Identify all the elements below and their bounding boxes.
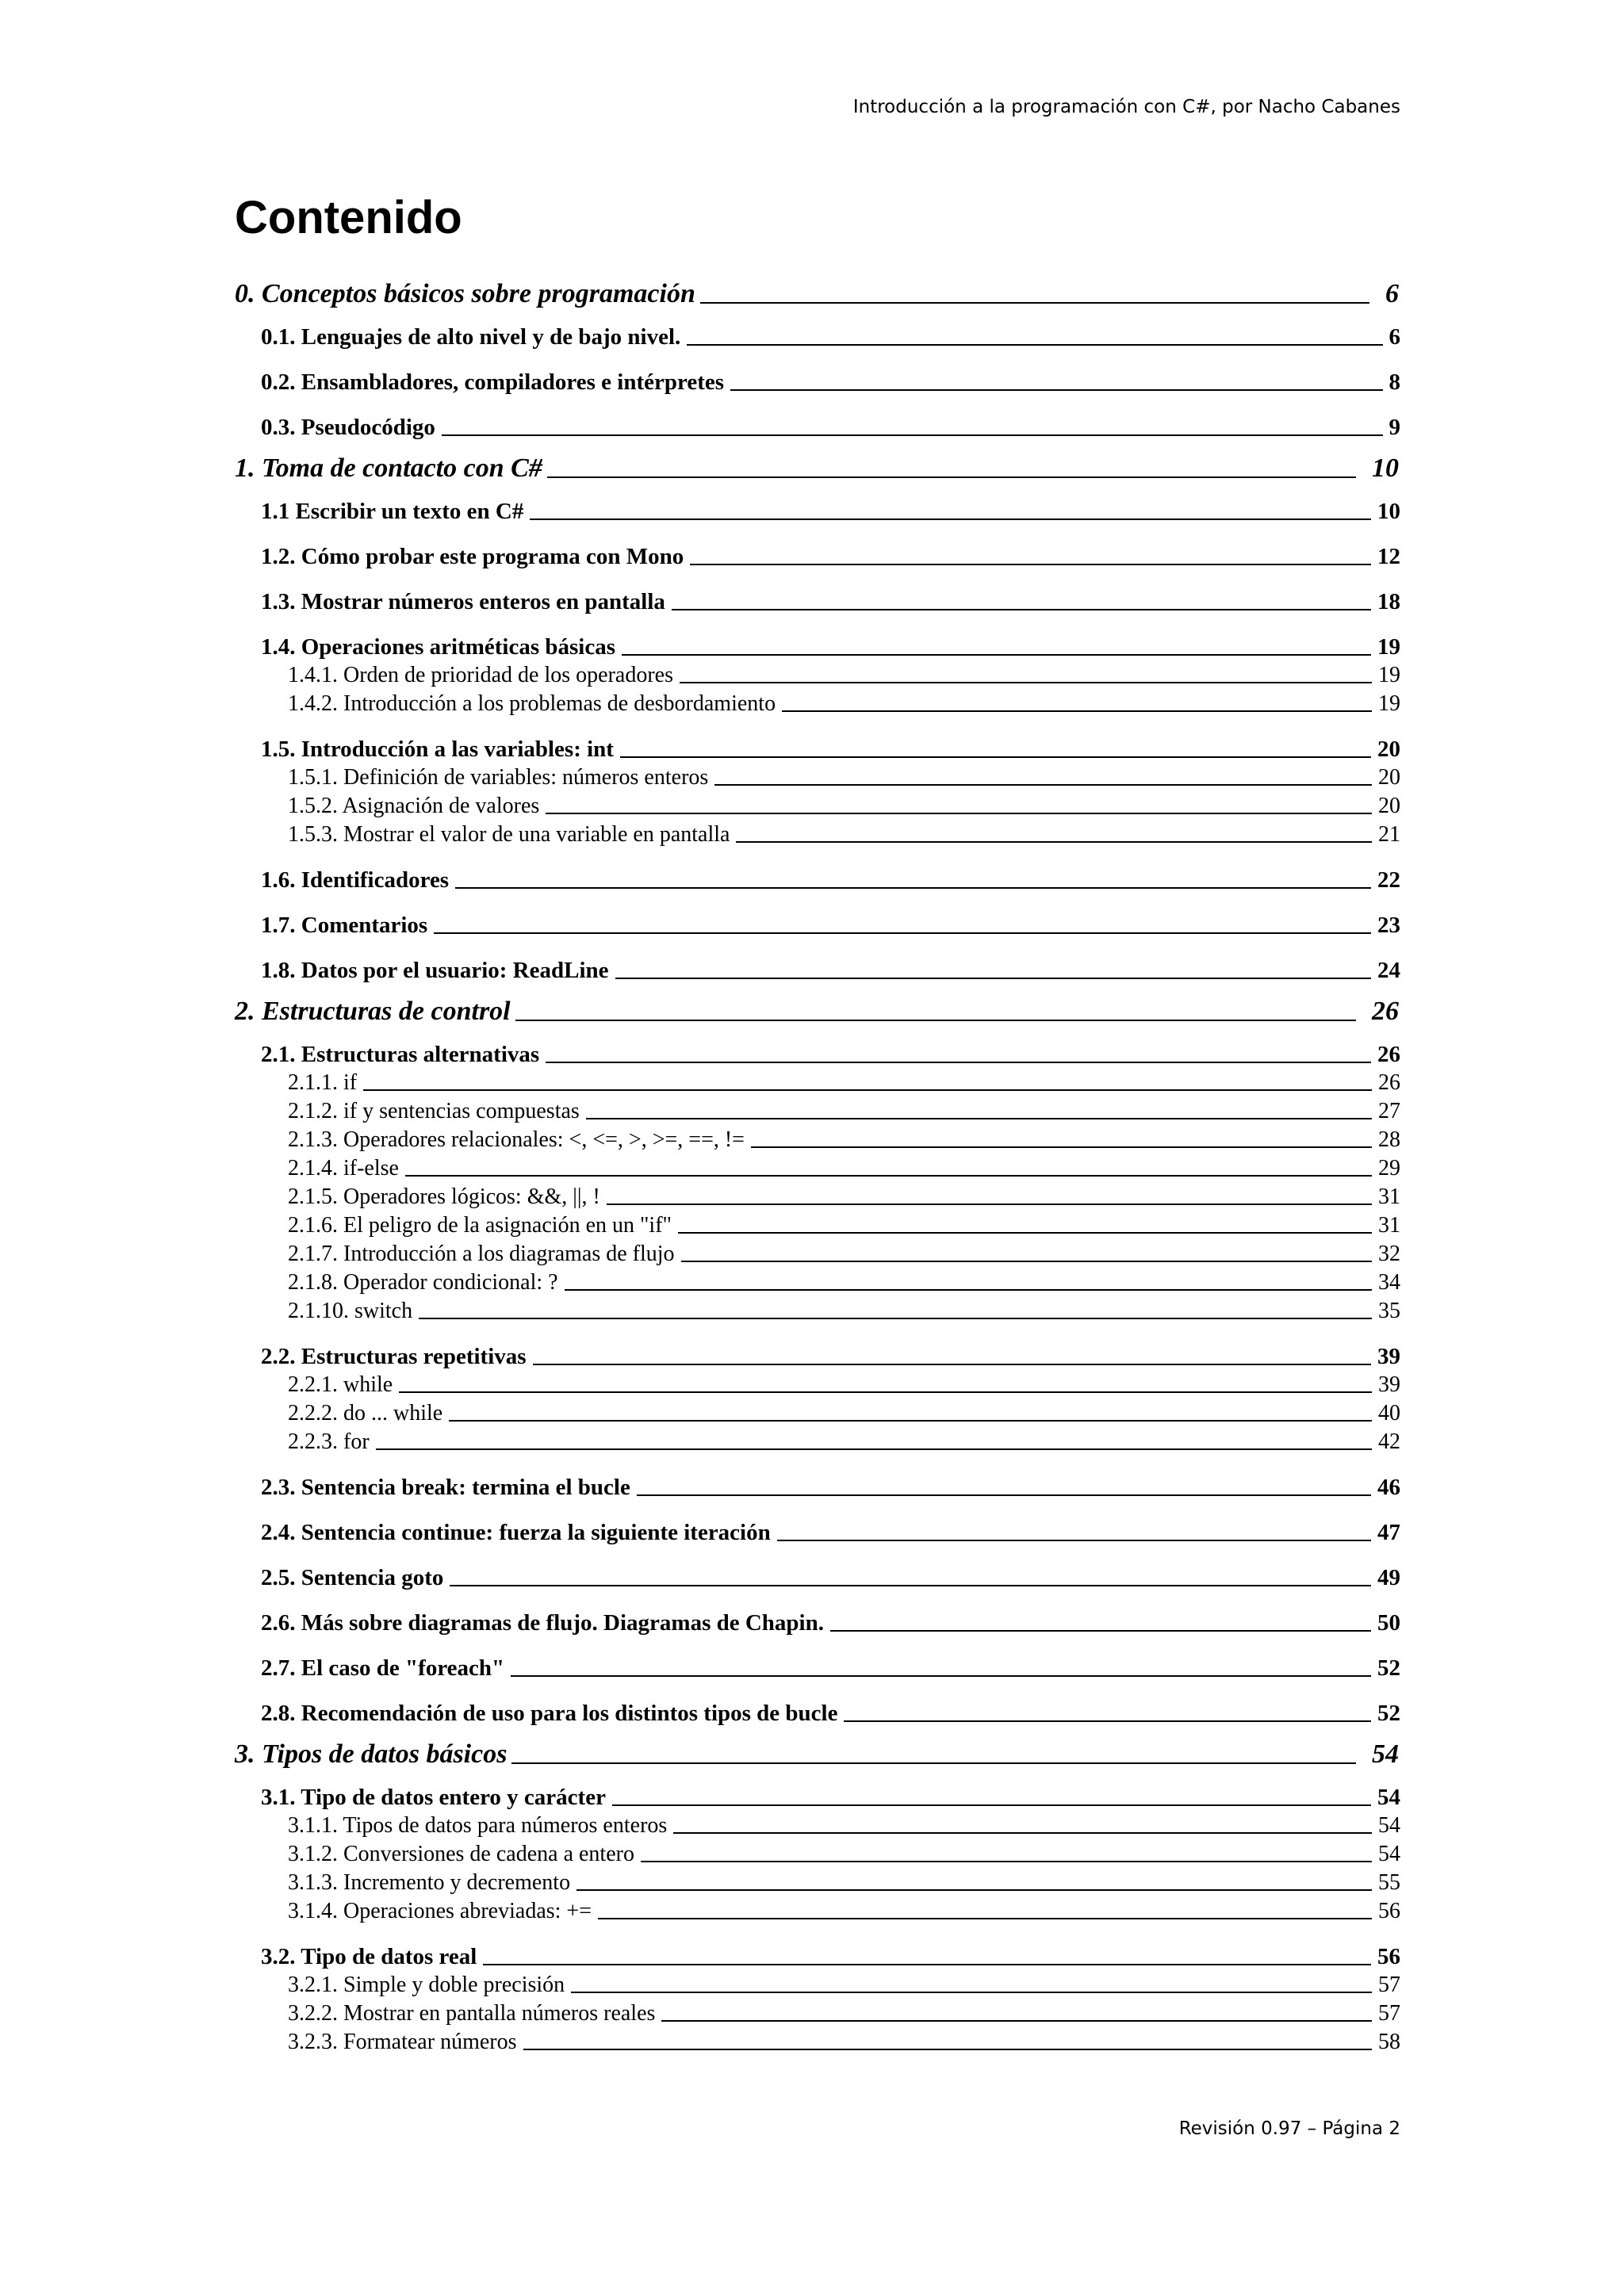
toc-entry-page-number: 32 [1378,1242,1400,1266]
toc-leader-line [673,1832,1372,1834]
toc-leader-line [571,1992,1372,1993]
page-title: Contenido [235,192,462,243]
toc-entry-label: 1.8. Datos por el usuario: ReadLine [261,958,609,983]
toc-entry-label: 2.6. Más sobre diagramas de flujo. Diagramas de Chapin. [261,1610,824,1636]
toc-entry-label: 3.1.2. Conversiones de cadena a entero [288,1842,634,1866]
toc-leader-line [681,1261,1372,1262]
toc-entry[interactable] [235,1897,1400,1926]
toc-leader-line [830,1630,1371,1632]
toc-leader-line [547,476,1356,478]
toc-entry[interactable] [235,453,1400,484]
toc-entry-label: 0.2. Ensambladores, compiladores e intérpretes [261,369,725,395]
toc-entry[interactable] [235,1040,1400,1069]
toc-entry-label: 3.2.2. Mostrar en pantalla números reales [288,2001,656,2026]
toc-leader-line [376,1448,1372,1450]
toc-entry-label: 1.4.2. Introducción a los problemas de desbordamiento [288,691,776,716]
toc-entry-label: 1.3. Mostrar números enteros en pantalla [261,589,665,614]
toc-leader-line [483,1964,1371,1965]
toc-entry-page-number: 54 [1378,1842,1400,1866]
toc-entry[interactable] [235,866,1400,894]
toc-leader-line [730,389,1382,391]
toc-entry[interactable] [235,1183,1400,1211]
toc-entry-page-number: 9 [1388,415,1400,440]
toc-entry-label: 1.6. Identificadores [261,867,450,893]
toc-entry[interactable] [235,1783,1400,1812]
toc-entry[interactable] [235,1609,1400,1637]
toc-entry-page-number: 21 [1378,822,1400,847]
toc-entry-label: 1.2. Cómo probar este programa con Mono [261,544,684,569]
toc-entry-page-number: 56 [1377,1944,1400,1969]
toc-entry[interactable] [235,1269,1400,1297]
toc-entry[interactable] [235,633,1400,661]
toc-entry-page-number: 54 [1378,1813,1400,1838]
toc-entry[interactable] [235,1069,1400,1097]
toc-entry-page-number: 55 [1378,1870,1400,1895]
toc-leader-line [511,1675,1371,1677]
toc-entry[interactable] [235,413,1400,442]
toc-entry[interactable] [235,690,1400,718]
toc-entry-label: 2.2. Estructuras repetitivas [261,1344,527,1369]
toc-entry-label: 0.1. Lenguajes de alto nivel y de bajo nivel. [261,324,681,350]
toc-leader-line [533,1364,1371,1365]
toc-entry-label: 3.1.3. Incremento y decremento [288,1870,571,1895]
toc-leader-line [844,1720,1371,1722]
toc-leader-line [612,1804,1371,1806]
toc-entry-label: 0.3. Pseudocódigo [261,415,435,440]
toc-leader-line [434,932,1371,934]
toc-entry[interactable] [235,1154,1400,1183]
toc-entry-label: 2.1.8. Operador condicional: ? [288,1270,558,1295]
toc-entry[interactable] [235,1097,1400,1126]
toc-entry[interactable] [235,821,1400,849]
toc-entry[interactable] [235,1654,1400,1682]
toc-entry-label: 2.1.2. if y sentencias compuestas [288,1099,580,1123]
toc-entry-label: 3.2.1. Simple y doble precisión [288,1973,565,1997]
toc-entry[interactable] [235,1869,1400,1897]
toc-entry[interactable] [235,1840,1400,1869]
toc-entry-page-number: 40 [1378,1401,1400,1425]
toc-leader-line [615,978,1371,979]
toc-entry-page-number: 8 [1388,369,1400,395]
toc-leader-line [565,1289,1372,1291]
toc-entry-label: 1.1 Escribir un texto en C# [261,499,524,524]
toc-entry-label: 1.5. Introducción a las variables: int [261,737,614,762]
toc-entry-page-number: 28 [1378,1127,1400,1152]
toc-entry-page-number: 52 [1377,1701,1400,1726]
toc-leader-line [637,1494,1371,1496]
toc-entry-label: 2.1.10. switch [288,1299,413,1323]
toc-entry-page-number: 57 [1378,1973,1400,1997]
toc-entry-label: 3. Tipos de datos básicos [235,1739,508,1769]
toc-entry[interactable] [235,497,1400,526]
toc-entry-label: 2.1.4. if-else [288,1156,399,1181]
toc-entry-label: 3.1. Tipo de datos entero y carácter [261,1785,606,1810]
toc-entry-page-number: 6 [1388,324,1400,350]
toc-entry-label: 0. Conceptos básicos sobre programación [235,279,695,308]
toc-entry[interactable] [235,1739,1400,1770]
toc-leader-line [607,1203,1372,1205]
toc-entry-label: 2.2.1. while [288,1372,393,1397]
toc-leader-line [515,1020,1356,1021]
toc-entry-page-number: 19 [1377,634,1400,660]
toc-entry-page-number: 24 [1377,958,1400,983]
toc-leader-line [641,1861,1372,1862]
toc-entry-label: 1.7. Comentarios [261,913,428,938]
toc-entry-page-number: 35 [1378,1299,1400,1323]
toc-entry[interactable] [235,542,1400,571]
toc-entry-label: 3.2. Tipo de datos real [261,1944,477,1969]
toc-leader-line [700,302,1369,304]
toc-entry-page-number: 52 [1377,1655,1400,1681]
toc-entry[interactable] [235,661,1400,690]
toc-entry-page-number: 29 [1378,1156,1400,1181]
toc-entry[interactable] [235,1428,1400,1456]
toc-entry-page-number: 31 [1378,1213,1400,1238]
toc-entry-page-number: 22 [1377,867,1400,893]
toc-entry-label: 2.4. Sentencia continue: fuerza la siguiente iteración [261,1520,771,1545]
toc-entry-label: 2.2.2. do ... while [288,1401,443,1425]
toc-entry[interactable] [235,1518,1400,1547]
toc-entry[interactable] [235,792,1400,821]
toc-entry-page-number: 31 [1378,1184,1400,1209]
toc-entry[interactable] [235,1473,1400,1502]
toc-entry-page-number: 39 [1377,1344,1400,1369]
toc-entry-page-number: 34 [1378,1270,1400,1295]
toc-entry-page-number: 54 [1377,1785,1400,1810]
toc-entry[interactable] [235,368,1400,396]
toc-entry-page-number: 20 [1377,737,1400,762]
toc-leader-line [546,1062,1371,1063]
toc-entry-page-number: 19 [1378,663,1400,687]
toc-leader-line [678,1232,1372,1234]
toc-entry-page-number: 49 [1377,1565,1400,1590]
toc-leader-line [449,1420,1372,1422]
toc-leader-line [419,1318,1372,1319]
toc-entry-page-number: 58 [1378,2030,1400,2054]
toc-entry[interactable] [235,1812,1400,1840]
toc-leader-line [405,1175,1372,1177]
toc-leader-line [782,710,1372,712]
toc-entry[interactable] [235,1126,1400,1154]
toc-entry[interactable] [235,735,1400,763]
toc-leader-line [523,2049,1373,2050]
toc-entry[interactable] [235,1399,1400,1428]
toc-entry[interactable] [235,911,1400,939]
toc-entry[interactable] [235,1211,1400,1240]
toc-entry-page-number: 27 [1378,1099,1400,1123]
toc-entry-label: 2.7. El caso de "foreach" [261,1655,505,1681]
toc-entry-page-number: 10 [1377,499,1400,524]
toc-entry-page-number: 19 [1378,691,1400,716]
toc-leader-line [530,519,1371,520]
toc-entry[interactable] [235,1297,1400,1326]
toc-entry-page-number: 46 [1377,1475,1400,1500]
toc-entry-label: 3.1.1. Tipos de datos para números enteros [288,1813,668,1838]
toc-leader-line [586,1118,1372,1119]
toc-entry[interactable] [235,1342,1400,1371]
toc-entry-page-number: 26 [1377,1042,1400,1067]
toc-entry-page-number: 39 [1378,1372,1400,1397]
toc-entry-page-number: 26 [1372,997,1399,1026]
toc-leader-line [714,784,1372,786]
toc-entry[interactable] [235,1371,1400,1399]
toc-entry-label: 1.5.3. Mostrar el valor de una variable en pantalla [288,822,730,847]
toc-entry-label: 1.5.2. Asignación de valores [288,794,540,818]
toc-entry-label: 2.1.3. Operadores relacionales: <, <=, >, >=, ==, != [288,1127,745,1152]
toc-leader-line [546,813,1372,814]
toc-entry-label: 3.1.4. Operaciones abreviadas: += [288,1899,592,1923]
toc-entry[interactable] [235,996,1400,1027]
toc-leader-line [672,609,1371,610]
toc-entry-label: 2. Estructuras de control [235,997,511,1026]
toc-entry-page-number: 18 [1377,589,1400,614]
table-of-contents [235,267,1400,2057]
toc-entry-page-number: 50 [1377,1610,1400,1636]
toc-entry-page-number: 54 [1372,1739,1399,1769]
toc-entry[interactable] [235,587,1400,616]
toc-entry[interactable] [235,1563,1400,1592]
toc-leader-line [455,887,1371,889]
toc-entry-page-number: 57 [1378,2001,1400,2026]
toc-leader-line [751,1146,1372,1148]
toc-entry[interactable] [235,323,1400,351]
toc-leader-line [622,654,1371,656]
toc-entry[interactable] [235,956,1400,985]
toc-leader-line [511,1762,1356,1764]
toc-leader-line [687,344,1382,346]
toc-entry-page-number: 6 [1385,279,1399,308]
toc-leader-line [690,564,1371,565]
toc-entry[interactable] [235,1971,1400,1999]
toc-entry-label: 1.4. Operaciones aritméticas básicas [261,634,616,660]
toc-entry[interactable] [235,1699,1400,1728]
toc-entry-page-number: 47 [1377,1520,1400,1545]
toc-entry[interactable] [235,278,1400,310]
toc-leader-line [576,1889,1372,1891]
toc-leader-line [363,1089,1372,1091]
toc-entry-label: 2.5. Sentencia goto [261,1565,444,1590]
toc-entry-label: 2.2.3. for [288,1429,370,1454]
toc-entry[interactable] [235,1942,1400,1971]
toc-entry-label: 1.5.1. Definición de variables: números enteros [288,765,709,790]
toc-leader-line [661,2020,1372,2022]
toc-leader-line [620,756,1371,758]
toc-entry[interactable] [235,763,1400,792]
toc-leader-line [450,1585,1371,1586]
toc-entry-label: 1. Toma de contacto con C# [235,453,542,483]
running-header: Introducción a la programación con C#, por Nacho Cabanes [852,97,1400,117]
toc-entry-label: 2.1.5. Operadores lógicos: &&, ||, ! [288,1184,600,1209]
toc-entry-page-number: 20 [1378,794,1400,818]
toc-entry-page-number: 42 [1378,1429,1400,1454]
toc-entry-label: 3.2.3. Formatear números [288,2030,517,2054]
toc-entry-page-number: 56 [1378,1899,1400,1923]
toc-leader-line [598,1918,1372,1919]
toc-entry-label: 2.3. Sentencia break: termina el bucle [261,1475,630,1500]
toc-leader-line [442,434,1383,436]
toc-entry-label: 2.1.7. Introducción a los diagramas de flujo [288,1242,675,1266]
toc-leader-line [777,1540,1371,1541]
toc-entry-label: 2.8. Recomendación de uso para los distintos tipos de bucle [261,1701,838,1726]
running-footer: Revisión 0.97 – Página 2 [1178,2118,1400,2139]
toc-entry-label: 2.1. Estructuras alternativas [261,1042,540,1067]
toc-entry-label: 2.1.6. El peligro de la asignación en un "if" [288,1213,672,1238]
toc-entry[interactable] [235,1999,1400,2028]
toc-entry-page-number: 20 [1378,765,1400,790]
toc-leader-line [736,841,1372,843]
toc-entry-page-number: 10 [1372,453,1399,483]
toc-leader-line [680,682,1372,683]
toc-leader-line [399,1391,1372,1393]
toc-entry-label: 2.1.1. if [288,1070,358,1095]
toc-entry-page-number: 26 [1378,1070,1400,1095]
toc-entry-page-number: 23 [1377,913,1400,938]
toc-entry-label: 1.4.1. Orden de prioridad de los operadores [288,663,673,687]
toc-entry[interactable] [235,1240,1400,1269]
toc-entry-page-number: 12 [1377,544,1400,569]
toc-entry[interactable] [235,2028,1400,2057]
